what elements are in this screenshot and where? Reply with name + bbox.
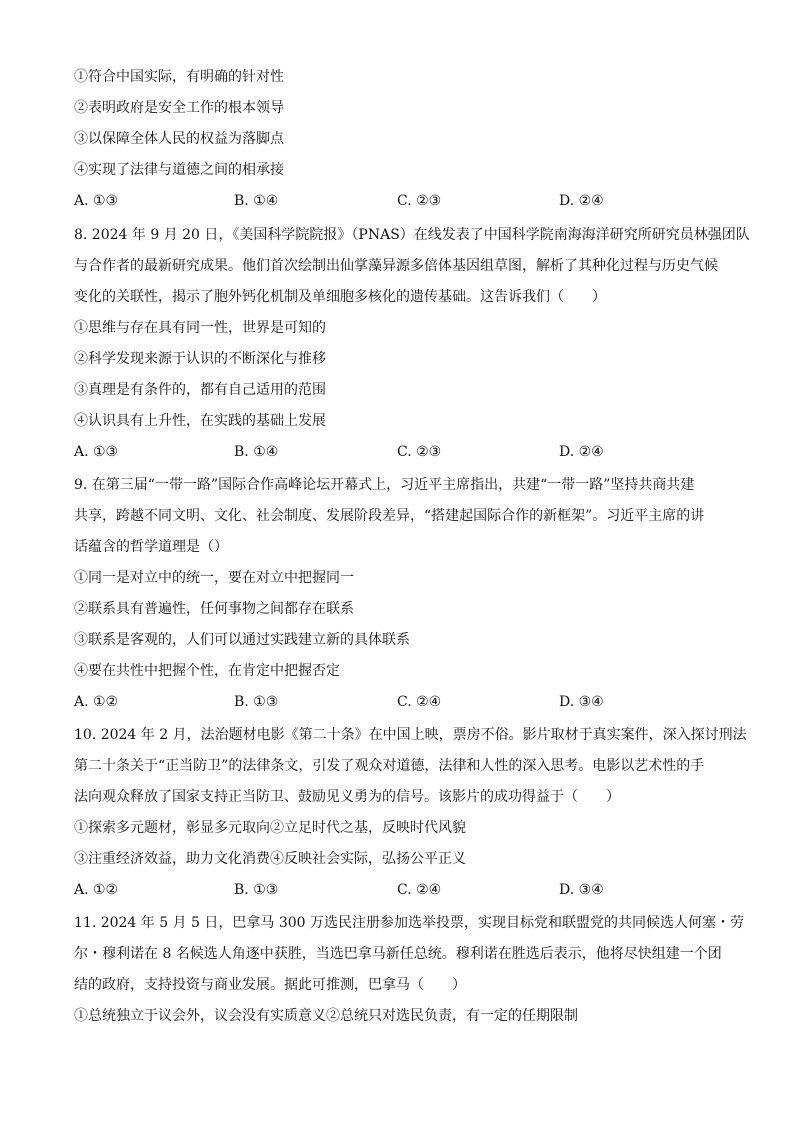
q10-choice-a: A. ①②	[74, 882, 119, 898]
q7-option-1: ①符合中国实际，有明确的针对性	[74, 69, 284, 85]
q10-stem-line-2: 第二十条关于“正当防卫”的法律条文，引发了观众对道德，法律和人性的深入思考。电影以艺术性的手	[74, 758, 705, 774]
q7-option-2: ②表明政府是安全工作的根本领导	[74, 100, 284, 116]
q9-choice-b: B. ①③	[234, 694, 279, 710]
q10-option-line-1: ①探索多元题材，彰显多元取向②立足时代之基，反映时代风貌	[74, 820, 466, 836]
q9-option-3: ③联系是客观的，人们可以通过实践建立新的具体联系	[74, 632, 410, 648]
q7-choice-c: C. ②③	[397, 193, 442, 209]
q10-stem-line-3: 法向观众释放了国家支持正当防卫、鼓励见义勇为的信号。该影片的成功得益于（ ）	[74, 789, 620, 805]
q7-choice-a: A. ①③	[74, 193, 119, 209]
q11-option-line-1: ①总统独立于议会外，议会没有实质意义②总统只对选民负责，有一定的任期限制	[74, 1008, 578, 1024]
q7-option-3: ③以保障全体人民的权益为落脚点	[74, 131, 284, 147]
q9-stem-line-2: 共享，跨越不同文明、文化、社会制度、发展阶段差异，“搭建起国际合作的新框架”。习近平主席的讲	[74, 508, 705, 524]
q8-choice-b: B. ①④	[234, 444, 279, 460]
q9-option-2: ②联系具有普遍性，任何事物之间都存在联系	[74, 601, 354, 617]
q8-choice-d: D. ②④	[559, 444, 604, 460]
q7-choice-d: D. ②④	[559, 193, 604, 209]
q10-choice-c: C. ②④	[397, 882, 442, 898]
q11-stem-line-2: 尔・穆利诺在 8 名候选人角逐中获胜，当选巴拿马新任总统。穆利诺在胜选后表示，他将尽快组建一个团	[74, 946, 722, 962]
q10-stem-line-1: 10. 2024 年 2 月，法治题材电影《第二十条》在中国上映，票房不俗。影片取材于真实案件，深入探讨刑法	[74, 727, 747, 743]
q7-choice-b: B. ①④	[234, 193, 279, 209]
q9-stem-line-1: 9. 在第三届“一带一路”国际合作高峰论坛开幕式上，习近平主席指出，共建“一带一路”坚持共商共建	[74, 477, 695, 493]
q8-stem-line-1: 8. 2024 年 9 月 20 日，《美国科学院院报》（PNAS）在线发表了中国科学院南海海洋研究所研究员林强团队	[74, 227, 750, 243]
q9-choice-c: C. ②④	[397, 694, 442, 710]
q9-option-4: ④要在共性中把握个性，在肯定中把握否定	[74, 663, 340, 679]
q11-stem-line-1: 11. 2024 年 5 月 5 日，巴拿马 300 万选民注册参加选举投票，实现目标党和联盟党的共同候选人何塞・劳	[74, 915, 745, 931]
q9-option-1: ①同一是对立中的统一，要在对立中把握同一	[74, 570, 354, 586]
q8-option-2: ②科学发现来源于认识的不断深化与推移	[74, 351, 326, 367]
q9-choice-d: D. ③④	[559, 694, 604, 710]
q9-choice-a: A. ①②	[74, 694, 119, 710]
q7-option-4: ④实现了法律与道德之间的相承接	[74, 162, 284, 178]
q8-option-3: ③真理是有条件的，都有自己适用的范围	[74, 382, 326, 398]
q11-stem-line-3: 结的政府，支持投资与商业发展。据此可推测，巴拿马（ ）	[74, 977, 466, 993]
q9-stem-line-3: 话蕴含的哲学道理是（）	[74, 539, 228, 555]
q8-stem-line-3: 变化的关联性，揭示了胞外钙化机制及单细胞多核化的遗传基础。这告诉我们（ ）	[74, 289, 606, 305]
q10-choice-b: B. ①③	[234, 882, 279, 898]
q10-option-line-2: ③注重经济效益，助力文化消费④反映社会实际，弘扬公平正义	[74, 851, 466, 867]
q8-option-1: ①思维与存在具有同一性，世界是可知的	[74, 320, 326, 336]
q10-choice-d: D. ③④	[559, 882, 604, 898]
q8-choice-c: C. ②③	[397, 444, 442, 460]
q8-stem-line-2: 与合作者的最新研究成果。他们首次绘制出仙掌藻异源多倍体基因组草图，解析了其种化过程与历史气候	[74, 258, 718, 274]
q8-option-4: ④认识具有上升性，在实践的基础上发展	[74, 413, 326, 429]
q8-choice-a: A. ①③	[74, 444, 119, 460]
